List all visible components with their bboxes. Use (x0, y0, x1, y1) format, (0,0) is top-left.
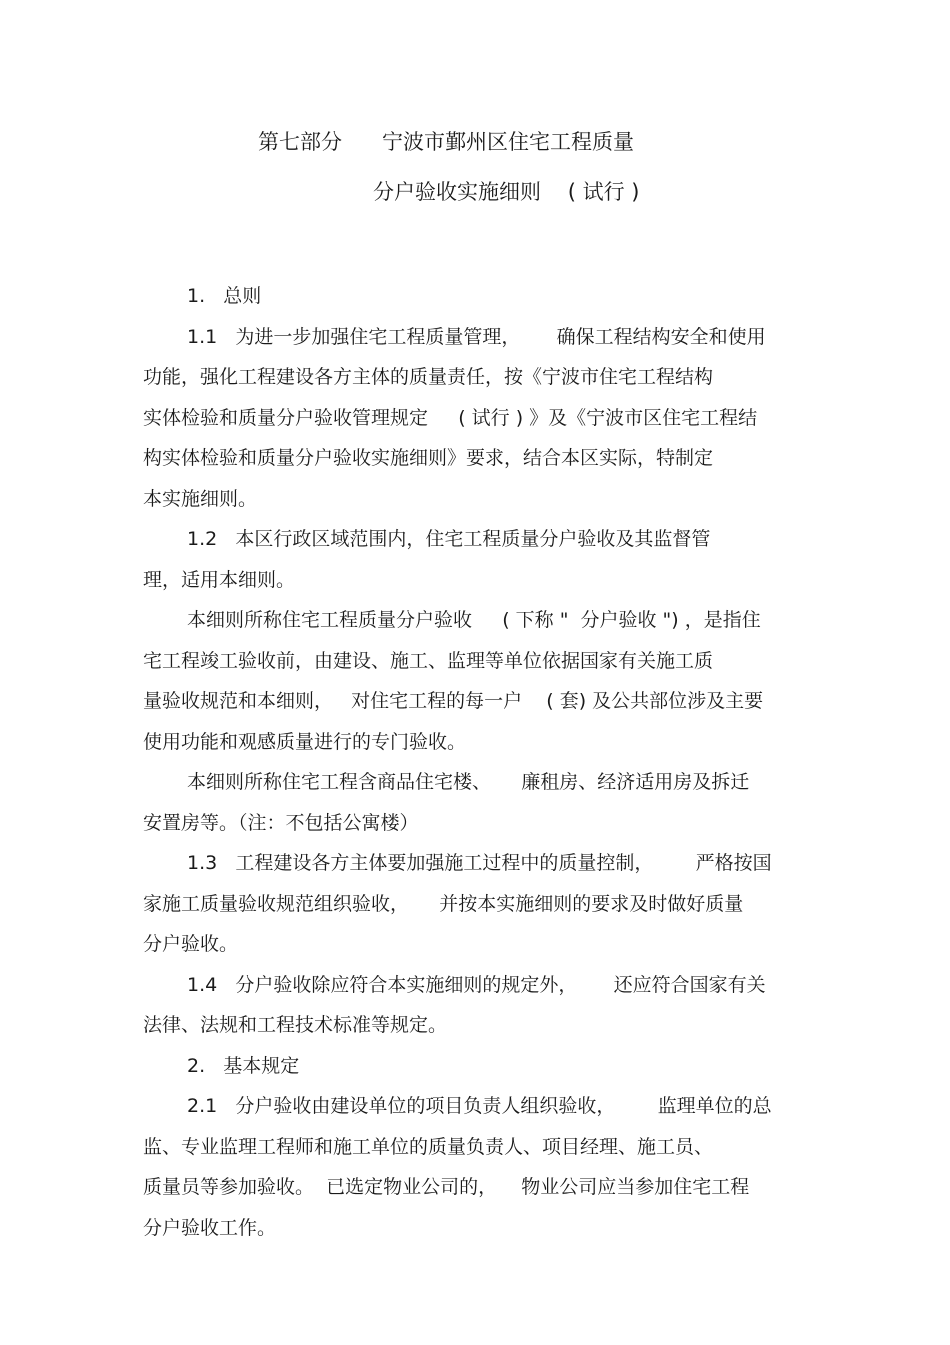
text-line: 1.4 分户验收除应符合本实施细则的规定外， 还应符合国家有关 (187, 973, 766, 996)
document-body (143, 276, 808, 1248)
text-line: 使用功能和观感质量进行的专门验收。 (143, 730, 467, 753)
text-line: 宅工程竣工验收前，由建设、施工、监理等单位依据国家有关施工质 (143, 649, 714, 672)
text-line: 功能，强化工程建设各方主体的质量责任，按《宁波市住宅工程结构 (143, 366, 714, 388)
text-line: 理，适用本细则。 (143, 568, 296, 591)
text-line: 家施工质量验收规范组织验收， 并按本实施细则的要求及时做好质量 (143, 892, 744, 915)
document-title-line-2: 分户验收实施细则 ( 试行 ) (373, 180, 640, 204)
text-line: 本细则所称住宅工程质量分户验收 ( 下称 " 分户验收 ") ，是指住 (187, 609, 761, 631)
text-line: 法律、法规和工程技术标准等规定。 (143, 1014, 448, 1036)
text-line: 1.1 为进一步加强住宅工程质量管理， 确保工程结构安全和使用 (187, 325, 766, 348)
text-line: 分户验收工作。 (143, 1216, 277, 1239)
text-line: 量验收规范和本细则， 对住宅工程的每一户 ( 套) 及公共部位涉及主要 (143, 690, 764, 712)
text-line: 分户验收。 (143, 933, 239, 955)
text-line: 1. 总则 (187, 285, 262, 307)
document-title-line-1: 第七部分 宁波市鄞州区住宅工程质量 (258, 130, 635, 154)
text-line: 实体检验和质量分户验收管理规定 ( 试行 ) 》及《宁波市区住宅工程结 (143, 406, 758, 429)
text-line: 本细则所称住宅工程含商品住宅楼、 廉租房、经济适用房及拆迁 (187, 771, 750, 793)
text-line: 1.3 工程建设各方主体要加强施工过程中的质量控制， 严格按国 (187, 852, 772, 874)
text-line: 构实体检验和质量分户验收实施细则》要求，结合本区实际，特制定 (143, 447, 714, 469)
text-line: 2. 基本规定 (187, 1054, 300, 1077)
text-line: 质量员等参加验收。 已选定物业公司的， 物业公司应当参加住宅工程 (143, 1176, 750, 1198)
text-line: 监、专业监理工程师和施工单位的质量负责人、项目经理、施工员、 (143, 1135, 714, 1158)
text-line: 1.2 本区行政区域范围内，住宅工程质量分户验收及其监督管 (187, 528, 711, 550)
text-line: 本实施细则。 (143, 487, 258, 510)
text-line: 2.1 分户验收由建设单位的项目负责人组织验收， 监理单位的总 (187, 1095, 772, 1117)
text-line: 安置房等。（注：不包括公寓楼） (143, 811, 419, 834)
